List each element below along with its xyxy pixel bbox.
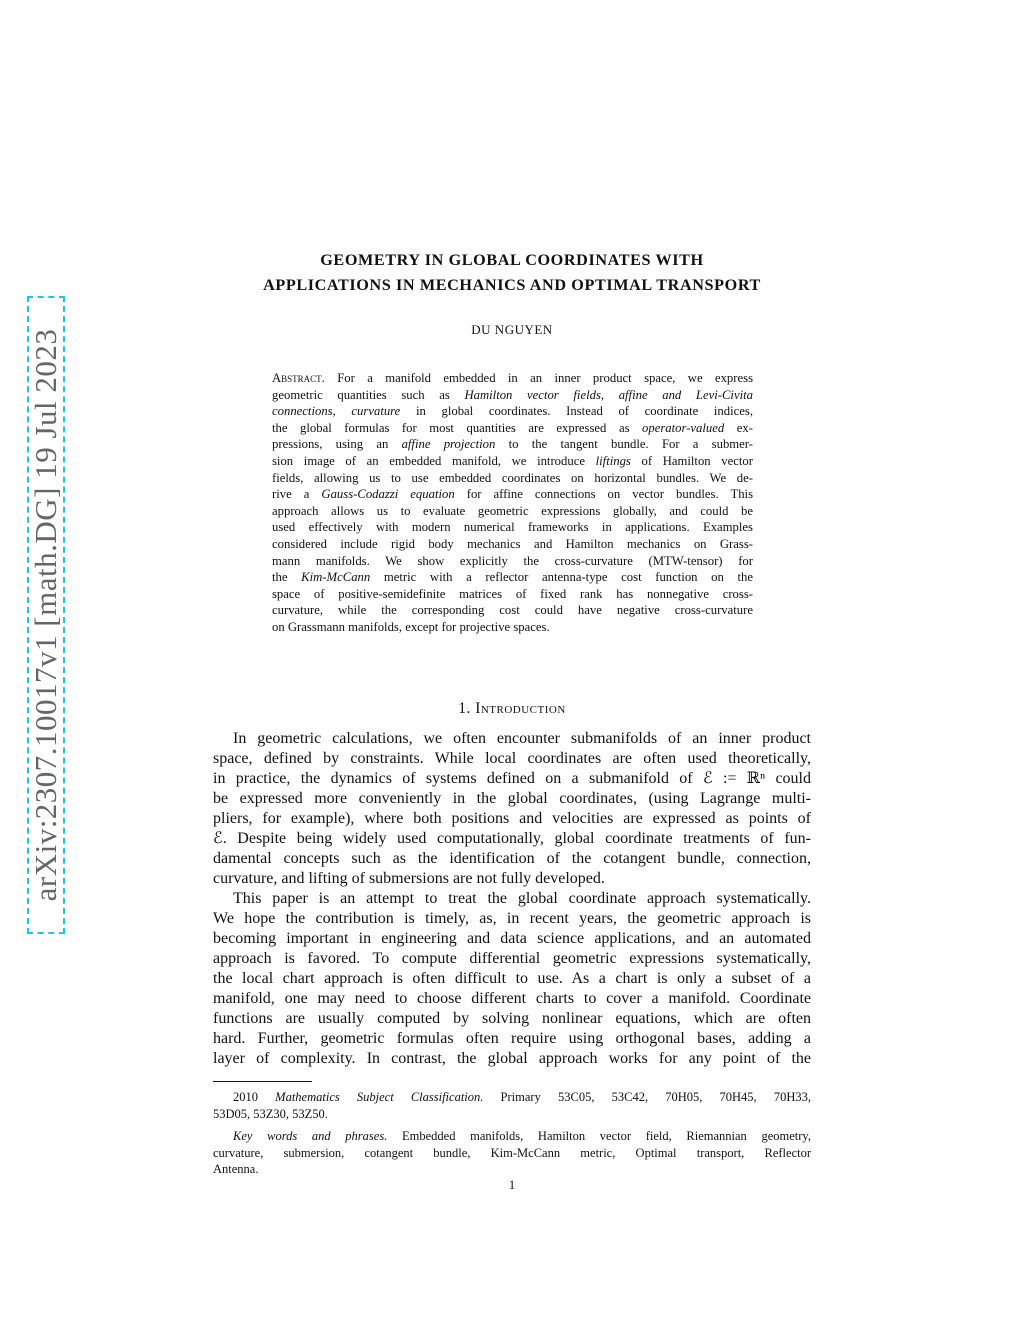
abstract-line: geometric quantities such as Hamilton vector fields, affine and Levi-Civita <box>272 387 753 402</box>
abstract-line: curvature, while the corresponding cost could have negative cross-curvature <box>272 603 753 618</box>
abstract-line: Abstract. For a manifold embedded in an inner product space, we express <box>272 371 754 385</box>
paragraph-line: manifold, one may need to choose different charts to cover a manifold. Coordinate <box>213 990 811 1007</box>
footnote-rule <box>213 1081 312 1082</box>
footnote-line-keywords: Key words and phrases. Embedded manifolds, Hamilton vector field, Riemannian geometry, <box>233 1129 811 1144</box>
section-title: Introduction <box>475 700 566 717</box>
paragraph-line: becoming important in engineering and data science applications, and an automated <box>213 930 811 947</box>
arxiv-identifier[interactable]: arXiv:2307.10017v1 [math.DG] 19 Jul 2023 <box>27 296 65 934</box>
abstract-line: connections, curvature in global coordinates. Instead of coordinate indices, <box>272 404 753 419</box>
paragraph-line: This paper is an attempt to treat the global coordinate approach systematically. <box>233 890 811 907</box>
paragraph-line: layer of complexity. In contrast, the global approach works for any point of the <box>213 1050 811 1067</box>
paragraph-line: approach is favored. To compute differential geometric expressions systematically, <box>213 950 811 967</box>
paragraph-line: In geometric calculations, we often encounter submanifolds of an inner product <box>233 730 811 747</box>
abstract-line: approach allows us to evaluate geometric expressions globally, and could be <box>272 503 753 518</box>
paragraph-line: We hope the contribution is timely, as, in recent years, the geometric approach is <box>213 910 811 927</box>
paragraph-line: the local chart approach is often difficult to use. As a chart is only a subset of a <box>213 970 811 987</box>
section-number: 1. <box>458 700 471 717</box>
footnotes <box>213 1089 811 1178</box>
paragraph-line: functions are usually computed by solving nonlinear equations, which are often <box>213 1010 811 1027</box>
paragraph-line: pliers, for example), where both positions and velocities are expressed as points of <box>213 810 811 827</box>
abstract-label: Abstract. <box>272 371 325 385</box>
paragraph-line: be expressed more conveniently in the global coordinates, (using Lagrange multi- <box>213 790 811 807</box>
section-heading <box>150 700 874 718</box>
page-number: 1 <box>508 1178 516 1192</box>
body-text <box>213 729 811 1069</box>
footnote-line-msc: 53D05, 53Z30, 53Z50. <box>213 1106 328 1121</box>
abstract-line: the Kim-McCann metric with a reflector antenna-type cost function on the <box>272 570 753 585</box>
paragraph-line: curvature, and lifting of submersions are not fully developed. <box>213 870 605 887</box>
title-line-1: GEOMETRY IN GLOBAL COORDINATES WITH <box>320 251 704 269</box>
abstract-line: mann manifolds. We show explicitly the cross-curvature (MTW-tensor) for <box>272 553 753 568</box>
abstract-line: considered include rigid body mechanics and Hamilton mechanics on Grass- <box>272 536 753 551</box>
footnote-line-keywords: Antenna. <box>213 1162 259 1177</box>
abstract-line: space of positive-semidefinite matrices of fixed rank has nonnegative cross- <box>272 586 753 601</box>
abstract-line: sion image of an embedded manifold, we introduce liftings of Hamilton vector <box>272 453 753 468</box>
abstract-line: pressions, using an affine projection to the tangent bundle. For a submer- <box>272 437 753 452</box>
title-line-2: APPLICATIONS IN MECHANICS AND OPTIMAL TRANSPORT <box>263 276 761 294</box>
paragraph-line: space, defined by constraints. While local coordinates are often used theoretically, <box>213 750 811 767</box>
abstract-line: on Grassmann manifolds, except for projective spaces. <box>272 619 550 634</box>
abstract-line: the global formulas for most quantities are expressed as operator-valued ex- <box>272 420 753 435</box>
paragraph-line: ℰ. Despite being widely used computationally, global coordinate treatments of fun- <box>213 830 811 847</box>
abstract-line: rive a Gauss-Codazzi equation for affine connections on vector bundles. This <box>272 487 754 502</box>
abstract <box>272 370 753 636</box>
footnote-line-msc: 2010 Mathematics Subject Classification. Primary 53C05, 53C42, 70H05, 70H45, 70H33, <box>233 1090 811 1104</box>
abstract-line: used effectively with modern numerical frameworks in applications. Examples <box>272 520 753 535</box>
author: DU NGUYEN <box>471 322 553 337</box>
arxiv-stamp <box>26 296 66 934</box>
abstract-line: fields, allowing us to use embedded coordinates on horizontal bundles. We de- <box>272 470 753 485</box>
paragraph-line: hard. Further, geometric formulas often require using orthogonal bases, adding a <box>213 1030 811 1047</box>
paragraph-line: damental concepts such as the identification of the cotangent bundle, connection, <box>213 850 811 867</box>
footnote-line-keywords: curvature, submersion, cotangent bundle, Kim-McCann metric, Optimal transport, Reflector <box>213 1145 811 1160</box>
paragraph-line: in practice, the dynamics of systems defined on a submanifold of ℰ := ℝⁿ could <box>213 770 811 787</box>
paper-title <box>150 248 874 298</box>
